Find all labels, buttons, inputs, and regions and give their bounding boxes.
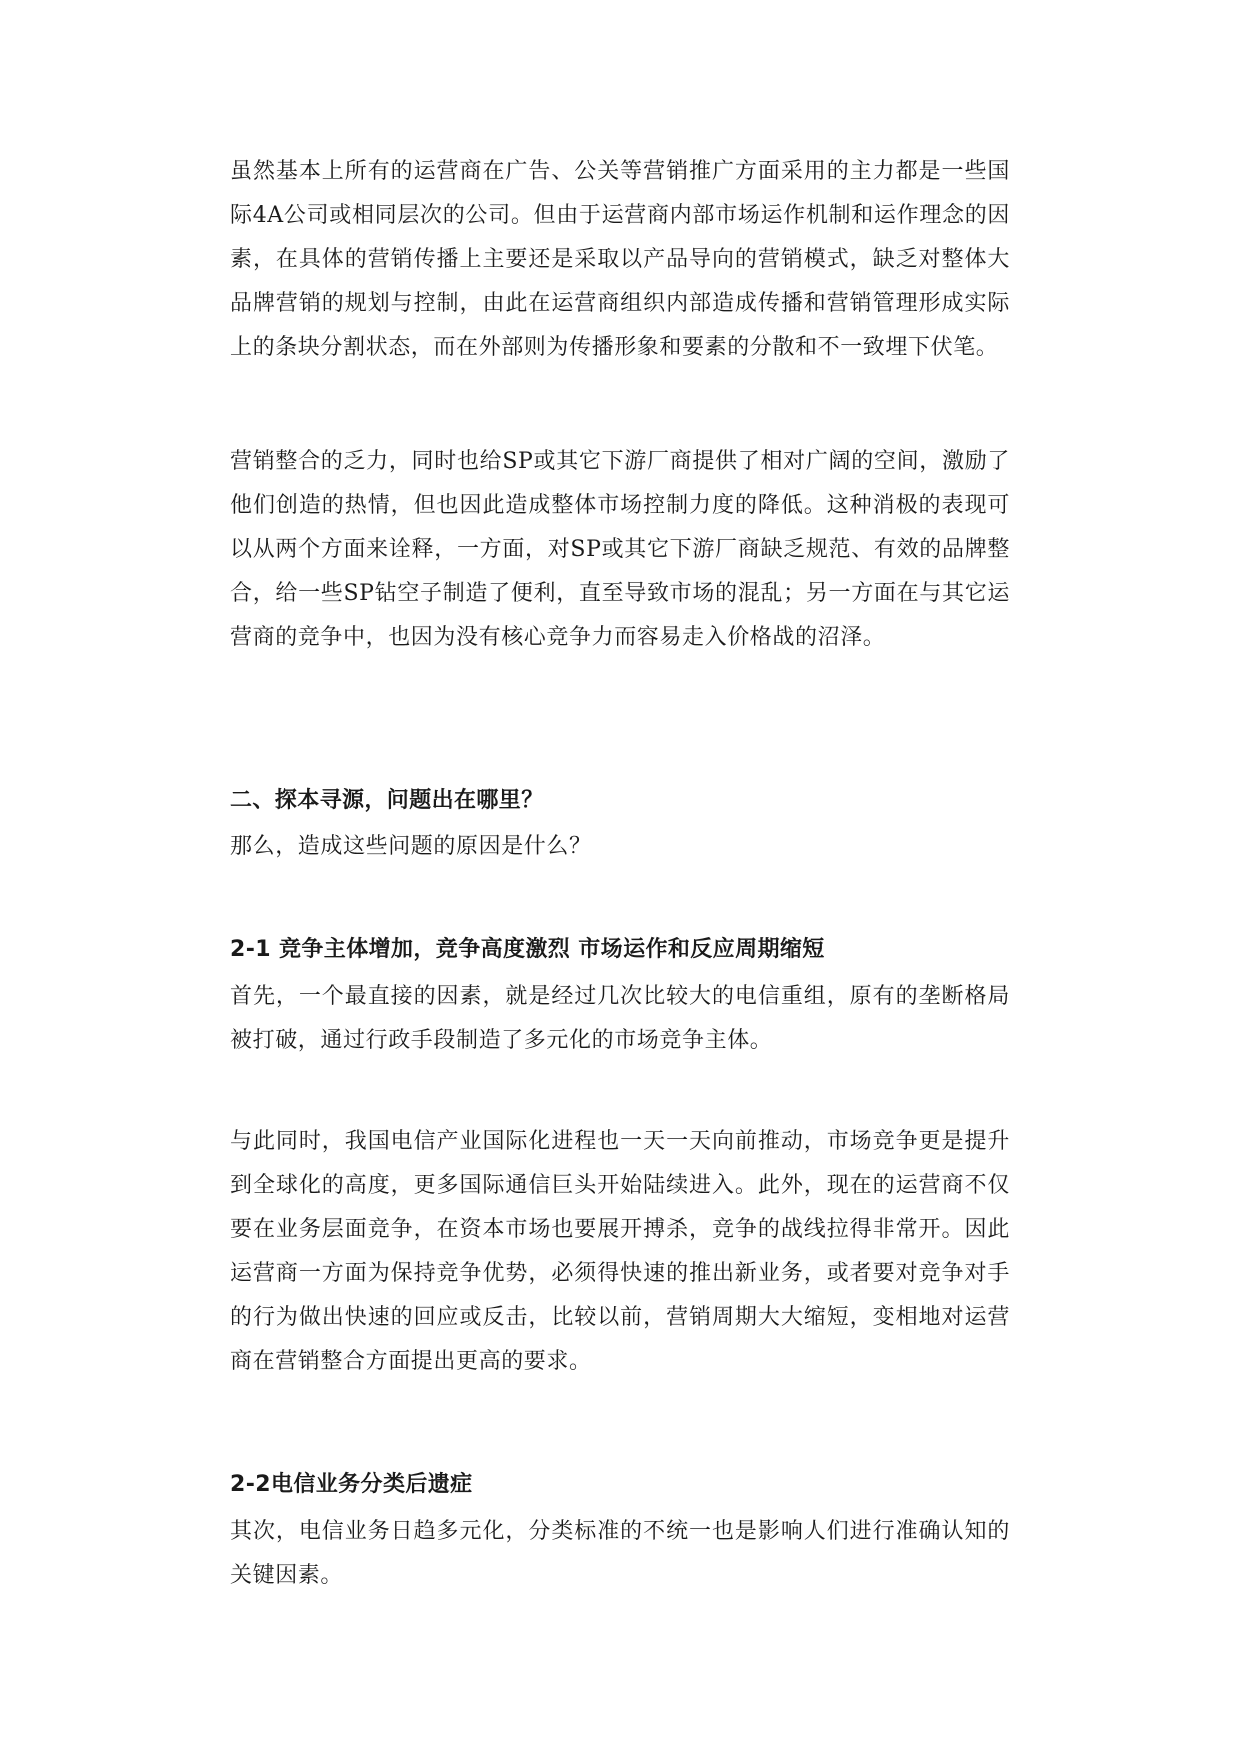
subsection-2-2-heading: 2-2电信业务分类后遗症 bbox=[230, 1472, 473, 1497]
paragraph-2-2-first: 其次，电信业务日趋多元化，分类标准的不统一也是影响人们进行准确认知的关键因素。 bbox=[230, 1519, 1010, 1588]
paragraph-branding-intro: 虽然基本上所有的运营商在广告、公关等营销推广方面采用的主力都是一些国际4A公司或相同层次的公司。但由于运营商内部市场运作机制和运作理念的因素，在具体的营销传播上主要还是采取以产品导向的营销模式，缺乏对整体大品牌营销的规划与控制，由此在运营商组织内部造成传播和营销管理形成实际上的条块分割状态，而在外部则为传播形象和要素的分散和不一致埋下伏笔。 bbox=[230, 159, 1010, 360]
section-2-heading: 二、探本寻源，问题出在哪里？ bbox=[230, 788, 544, 813]
paragraph-2-1-first: 首先，一个最直接的因素，就是经过几次比较大的电信重组，原有的垄断格局被打破，通过行政手段制造了多元化的市场竞争主体。 bbox=[230, 984, 1010, 1053]
subsection-2-1-heading: 2-1 竞争主体增加，竞争高度激烈 市场运作和反应周期缩短 bbox=[230, 937, 825, 962]
paragraph-integration-weakness: 营销整合的乏力，同时也给SP或其它下游厂商提供了相对广阔的空间，激励了他们创造的热情，但也因此造成整体市场控制力度的降低。这种消极的表现可以从两个方面来诠释，一方面，对SP或其它下游厂商缺乏规范、有效的品牌整合，给一些SP钻空子制造了便利，直至导致市场的混乱；另一方面在与其它运营商的竞争中，也因为没有核心竞争力而容易走入价格战的沼泽。 bbox=[230, 449, 1010, 650]
paragraph-2-1-second: 与此同时，我国电信产业国际化进程也一天一天向前推动，市场竞争更是提升到全球化的高度，更多国际通信巨头开始陆续进入。此外，现在的运营商不仅要在业务层面竞争，在资本市场也要展开搏杀，竞争的战线拉得非常开。因此运营商一方面为保持竞争优势，必须得快速的推出新业务，或者要对竞争对手的行为做出快速的回应或反击，比较以前，营销周期大大缩短，变相地对运营商在营销整合方面提出更高的要求。 bbox=[230, 1129, 1010, 1374]
section-2-intro: 那么，造成这些问题的原因是什么？ bbox=[230, 834, 592, 859]
